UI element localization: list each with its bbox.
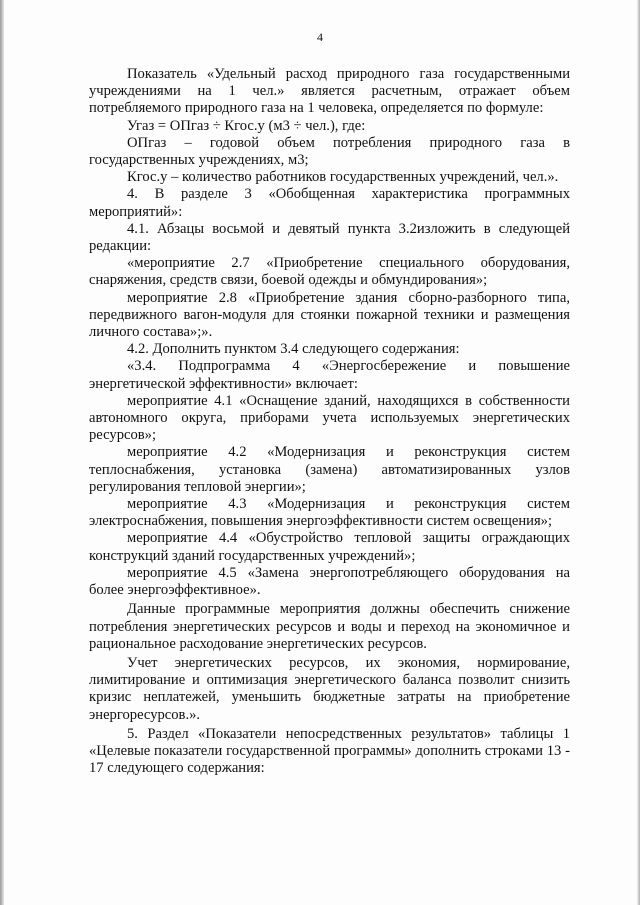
paragraph-section-4: 4. В разделе 3 «Обобщенная характеристика программных мероприятий»: — [89, 186, 570, 220]
paragraph-measure-2-7: «мероприятие 2.7 «Приобретение специального оборудования, снаряжения, средств связи, боевой одежды и обмундирования»; — [89, 255, 570, 289]
paragraph-energy-accounting: Учет энергетических ресурсов, их экономия, нормирование, лимитирование и оптимизация энергетического баланса позволит снизить кризис неплатежей, уменьшить бюджетные затраты на приобретение энергоресурсов.». — [89, 654, 570, 723]
paragraph-4-2: 4.2. Дополнить пунктом 3.4 следующего содержания: — [127, 341, 460, 358]
paragraph-formula-term-opgaz: ОПгаз – годовой объем потребления природного газа в государственных учреждениях, м3; — [89, 134, 570, 169]
page-number: 4 — [317, 30, 323, 44]
paragraph-measure-4-3: мероприятие 4.3 «Модернизация и реконструкция систем электроснабжения, повышения энергоэффективности систем освещения»; — [89, 496, 570, 530]
paragraph-section-5: 5. Раздел «Показатели непосредственных результатов» таблицы 1 «Целевые показатели государственной программы» дополнить строками 13 - 17 следующего содержания: — [89, 725, 570, 777]
paragraph-measures-goal: Данные программные мероприятия должны обеспечить снижение потребления энергетических ресурсов и воды и переход на экономичное и рациональное расходование энергетических ресурсов. — [89, 601, 570, 652]
paragraph-measure-2-8: мероприятие 2.8 «Приобретение здания сборно-разборного типа, передвижного вагон-модуля для стоянки пожарной техники и размещения личного состава»;». — [89, 289, 570, 341]
paragraph-4-1: 4.1. Абзацы восьмой и девятый пункта 3.2изложить в следующей редакции: — [89, 220, 570, 255]
scan-edge-left — [0, 0, 4, 905]
paragraph-indicator-description: Показатель «Удельный расход природного газа государственными учреждениями на 1 чел.» является расчетным, отражает объем потребляемого природного газа на 1 человека, определяется по формуле: — [89, 66, 570, 117]
paragraph-measure-4-4: мероприятие 4.4 «Обустройство тепловой защиты ограждающих конструкций зданий государственных учреждений»; — [89, 530, 570, 564]
paragraph-3-4-subprogram: «3.4. Подпрограмма 4 «Энергосбережение и повышение энергетической эффективности» включает: — [89, 358, 570, 392]
document-body — [89, 66, 570, 777]
paragraph-formula: Угаз = ОПгаз ÷ Кгос.у (м3 ÷ чел.), где: — [127, 117, 366, 134]
paragraph-measure-4-2: мероприятие 4.2 «Модернизация и реконструкция систем теплоснабжения, установка (замена) автоматизированных узлов регулирования тепловой энергии»; — [89, 444, 570, 495]
paragraph-formula-term-kgos: Кгос.у – количество работников государственных учреждений, чел.». — [127, 169, 559, 186]
paragraph-measure-4-5: мероприятие 4.5 «Замена энергопотребляющего оборудования на более энергоэффективное». — [89, 564, 570, 599]
paragraph-measure-4-1: мероприятие 4.1 «Оснащение зданий, находящихся в собственности автономного округа, приборами учета используемых энергетических ресурсов»; — [89, 392, 570, 444]
